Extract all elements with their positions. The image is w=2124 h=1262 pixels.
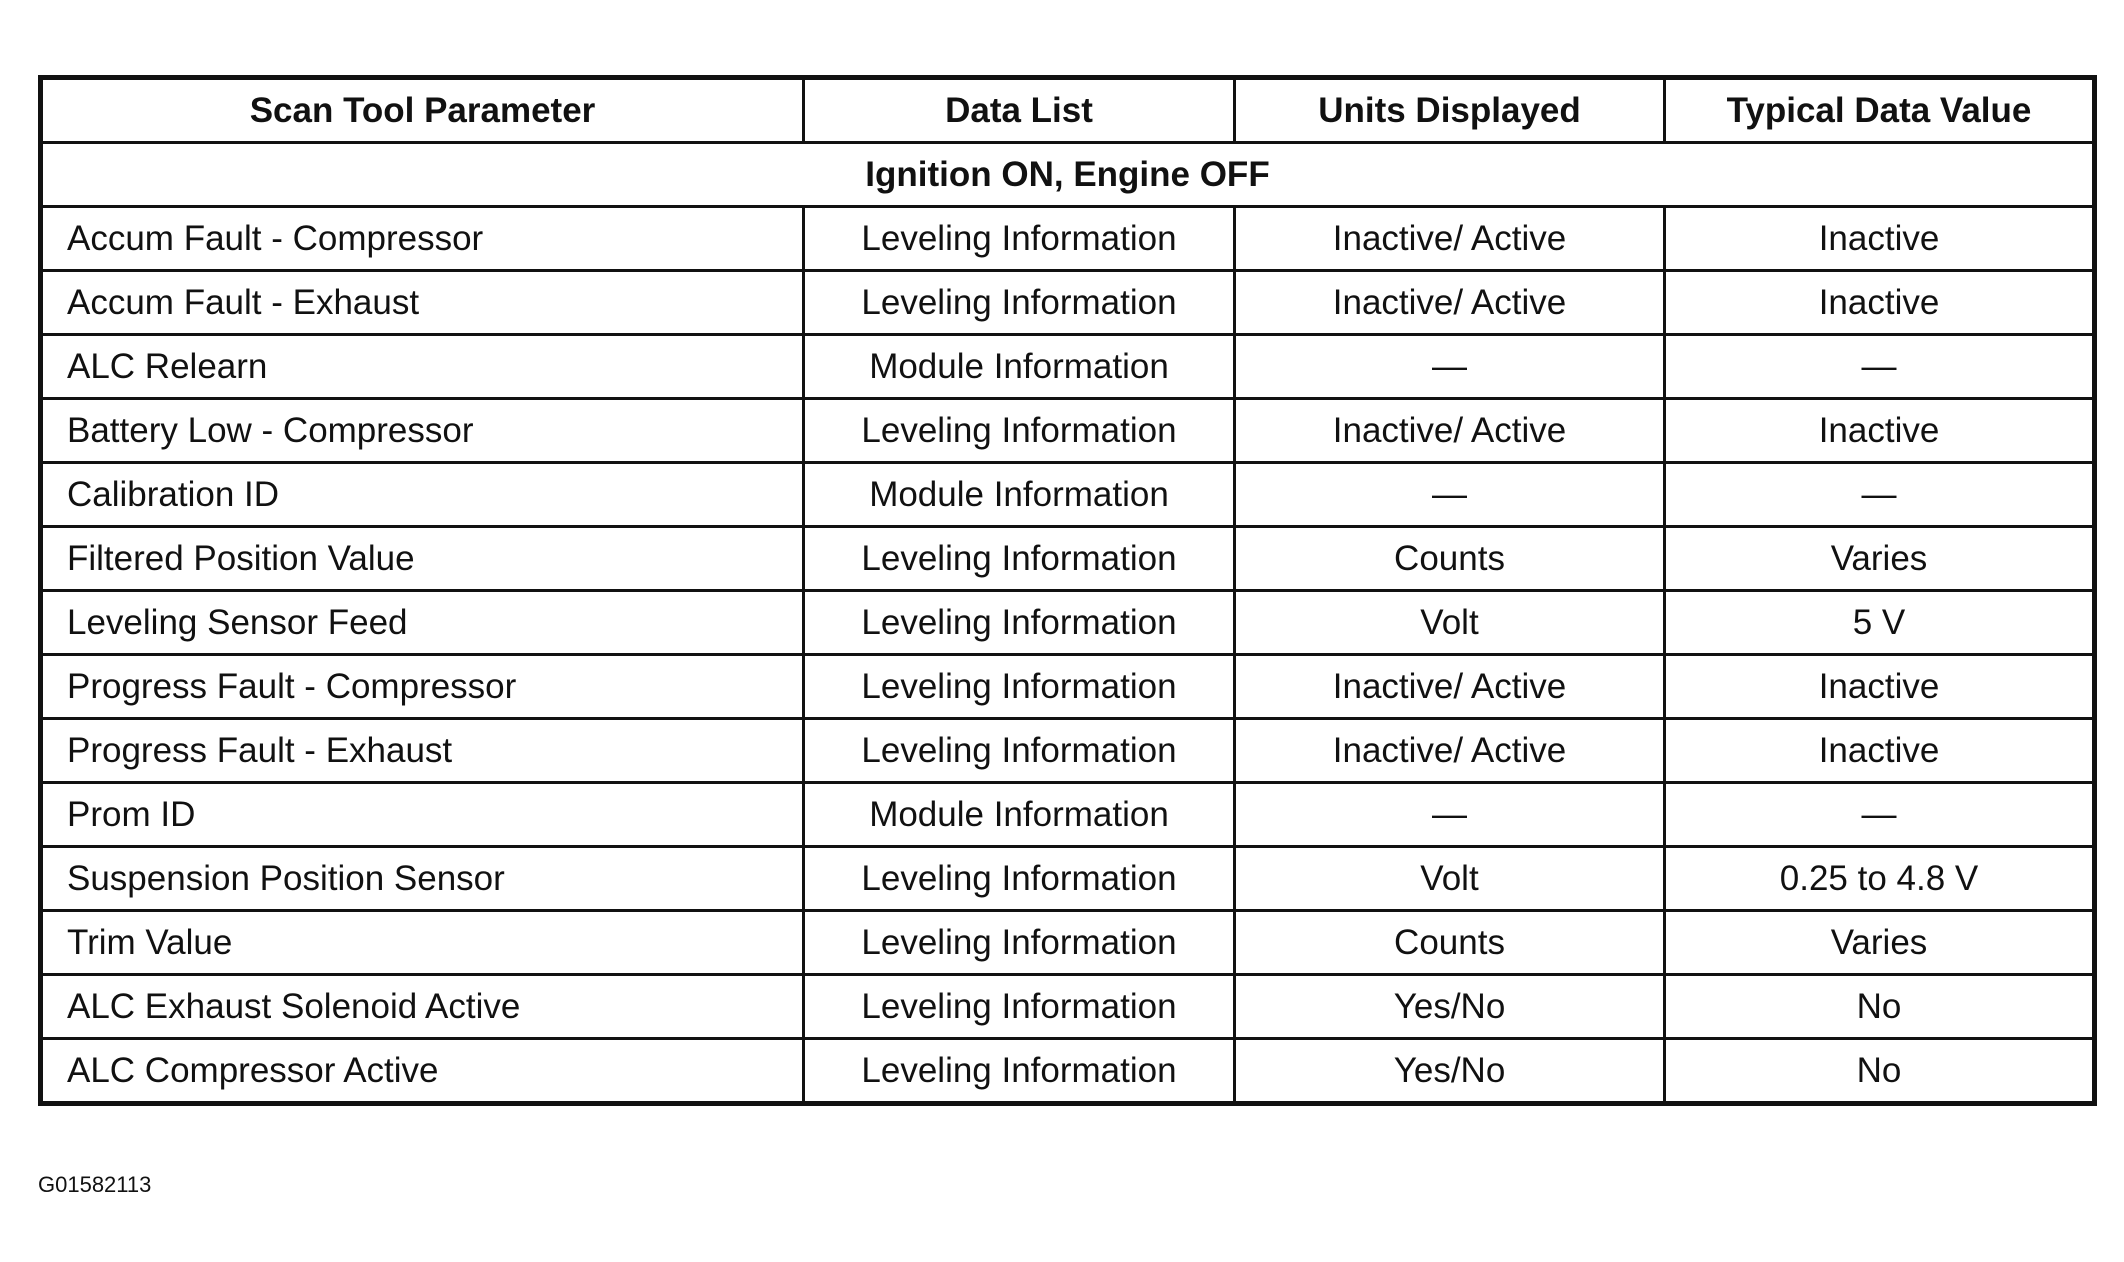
header-typical-data-value: Typical Data Value bbox=[1665, 78, 2095, 143]
cell-typical-value: 0.25 to 4.8 V bbox=[1665, 847, 2095, 911]
header-scan-tool-parameter: Scan Tool Parameter bbox=[41, 78, 804, 143]
cell-data-list: Leveling Information bbox=[804, 207, 1235, 271]
table-row bbox=[41, 655, 2095, 719]
figure-code: G01582113 bbox=[38, 1172, 152, 1197]
cell-data-list: Leveling Information bbox=[804, 975, 1235, 1039]
table-row bbox=[41, 527, 2095, 591]
header-units-displayed: Units Displayed bbox=[1235, 78, 1665, 143]
table-row bbox=[41, 847, 2095, 911]
cell-parameter: Progress Fault - Exhaust bbox=[41, 719, 804, 783]
cell-data-list: Module Information bbox=[804, 783, 1235, 847]
cell-typical-value: Inactive bbox=[1665, 207, 2095, 271]
table-row bbox=[41, 911, 2095, 975]
cell-data-list: Leveling Information bbox=[804, 847, 1235, 911]
cell-data-list: Leveling Information bbox=[804, 271, 1235, 335]
cell-units: Yes/No bbox=[1235, 1039, 1665, 1104]
scan-tool-data-table-container bbox=[38, 75, 2092, 1106]
cell-typical-value: Inactive bbox=[1665, 719, 2095, 783]
table-row bbox=[41, 975, 2095, 1039]
cell-typical-value: Varies bbox=[1665, 527, 2095, 591]
cell-typical-value: — bbox=[1665, 335, 2095, 399]
cell-parameter: Calibration ID bbox=[41, 463, 804, 527]
cell-parameter: Accum Fault - Compressor bbox=[41, 207, 804, 271]
cell-data-list: Leveling Information bbox=[804, 655, 1235, 719]
cell-data-list: Leveling Information bbox=[804, 527, 1235, 591]
cell-data-list: Leveling Information bbox=[804, 399, 1235, 463]
cell-units: — bbox=[1235, 335, 1665, 399]
table-row bbox=[41, 1039, 2095, 1104]
cell-units: Inactive/ Active bbox=[1235, 655, 1665, 719]
table-row bbox=[41, 783, 2095, 847]
section-label: Ignition ON, Engine OFF bbox=[41, 143, 2095, 207]
cell-data-list: Leveling Information bbox=[804, 911, 1235, 975]
table-row bbox=[41, 719, 2095, 783]
cell-parameter: ALC Compressor Active bbox=[41, 1039, 804, 1104]
cell-units: Inactive/ Active bbox=[1235, 271, 1665, 335]
cell-units: Yes/No bbox=[1235, 975, 1665, 1039]
cell-units: — bbox=[1235, 463, 1665, 527]
cell-parameter: Prom ID bbox=[41, 783, 804, 847]
cell-typical-value: Inactive bbox=[1665, 271, 2095, 335]
cell-parameter: Progress Fault - Compressor bbox=[41, 655, 804, 719]
cell-parameter: Battery Low - Compressor bbox=[41, 399, 804, 463]
cell-typical-value: No bbox=[1665, 1039, 2095, 1104]
table-row bbox=[41, 399, 2095, 463]
table-row bbox=[41, 335, 2095, 399]
cell-typical-value: — bbox=[1665, 783, 2095, 847]
header-data-list: Data List bbox=[804, 78, 1235, 143]
cell-typical-value: Inactive bbox=[1665, 655, 2095, 719]
cell-data-list: Module Information bbox=[804, 463, 1235, 527]
cell-typical-value: Inactive bbox=[1665, 399, 2095, 463]
cell-data-list: Module Information bbox=[804, 335, 1235, 399]
cell-data-list: Leveling Information bbox=[804, 719, 1235, 783]
cell-parameter: Filtered Position Value bbox=[41, 527, 804, 591]
section-row bbox=[41, 143, 2095, 207]
cell-units: Volt bbox=[1235, 591, 1665, 655]
cell-parameter: ALC Exhaust Solenoid Active bbox=[41, 975, 804, 1039]
cell-typical-value: Varies bbox=[1665, 911, 2095, 975]
cell-typical-value: — bbox=[1665, 463, 2095, 527]
table-row bbox=[41, 591, 2095, 655]
cell-units: Inactive/ Active bbox=[1235, 399, 1665, 463]
cell-typical-value: No bbox=[1665, 975, 2095, 1039]
cell-units: Volt bbox=[1235, 847, 1665, 911]
cell-units: Inactive/ Active bbox=[1235, 719, 1665, 783]
cell-parameter: Suspension Position Sensor bbox=[41, 847, 804, 911]
cell-data-list: Leveling Information bbox=[804, 1039, 1235, 1104]
table-row bbox=[41, 207, 2095, 271]
cell-units: Counts bbox=[1235, 911, 1665, 975]
cell-parameter: ALC Relearn bbox=[41, 335, 804, 399]
cell-units: Inactive/ Active bbox=[1235, 207, 1665, 271]
scan-tool-data-table bbox=[38, 75, 2097, 1106]
table-body bbox=[41, 143, 2095, 1104]
table-row bbox=[41, 271, 2095, 335]
cell-units: Counts bbox=[1235, 527, 1665, 591]
header-row bbox=[41, 78, 2095, 143]
cell-units: — bbox=[1235, 783, 1665, 847]
cell-typical-value: 5 V bbox=[1665, 591, 2095, 655]
cell-parameter: Accum Fault - Exhaust bbox=[41, 271, 804, 335]
cell-parameter: Leveling Sensor Feed bbox=[41, 591, 804, 655]
cell-data-list: Leveling Information bbox=[804, 591, 1235, 655]
table-row bbox=[41, 463, 2095, 527]
cell-parameter: Trim Value bbox=[41, 911, 804, 975]
